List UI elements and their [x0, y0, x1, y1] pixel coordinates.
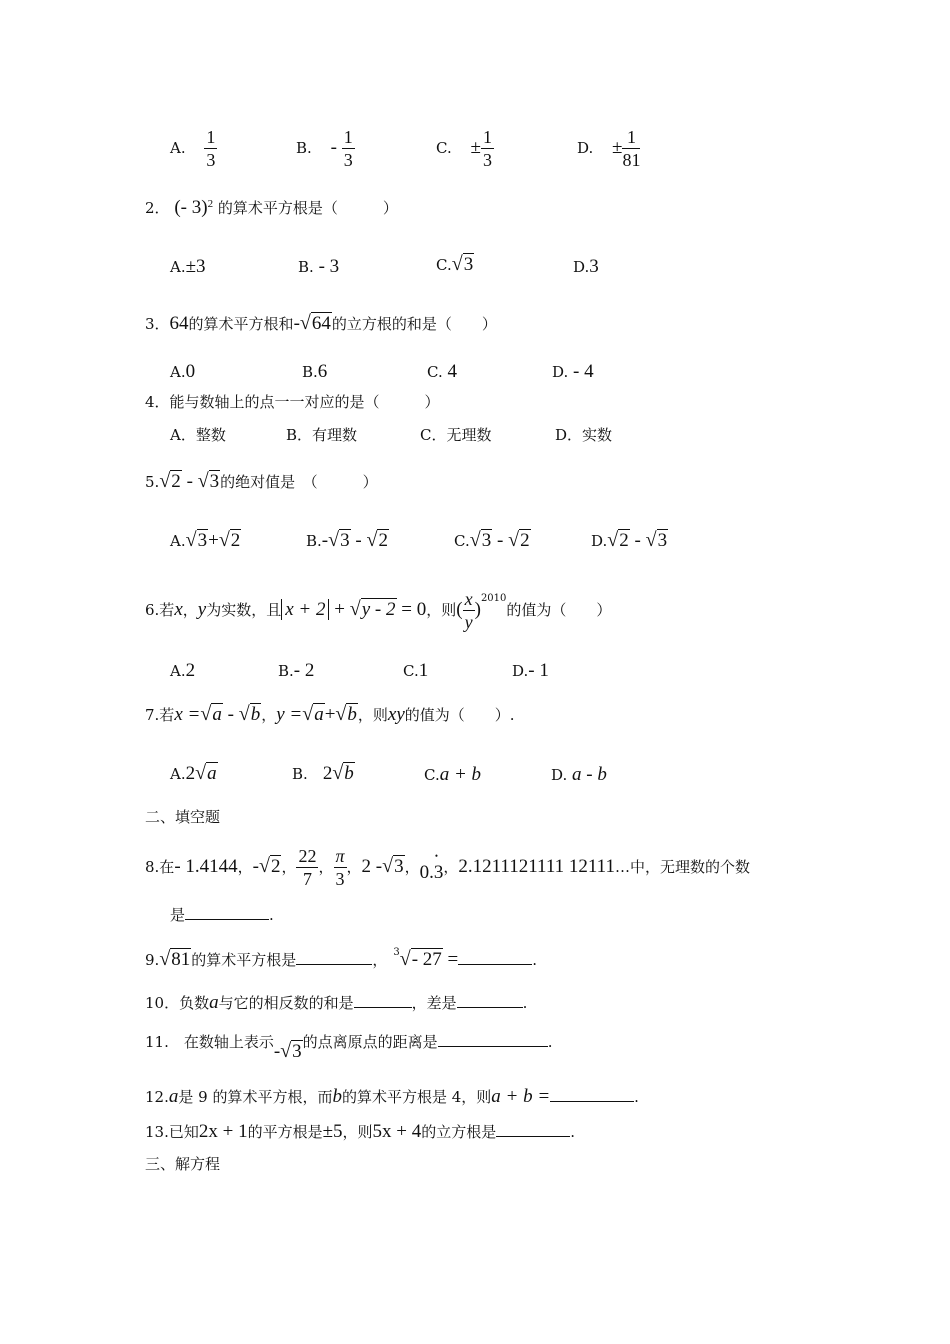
- option-label: D.: [577, 138, 594, 157]
- answer-blank[interactable]: [550, 1087, 634, 1102]
- math-value: ±5: [322, 1121, 343, 1142]
- option-label: A.: [170, 765, 186, 783]
- section-heading-solve-equations: 三、解方程: [145, 1155, 221, 1173]
- question-2: [145, 198, 398, 217]
- square-root: √2: [258, 854, 281, 877]
- option-label: B.: [296, 138, 312, 157]
- punctuation: ，: [318, 857, 334, 876]
- punctuation: .: [522, 994, 528, 1012]
- math-expression: 5x + 4: [372, 1121, 422, 1142]
- radicand: 2: [619, 530, 629, 551]
- radicand: a: [212, 704, 222, 725]
- decimal-part: 0.: [419, 861, 434, 883]
- radicand: 3: [209, 471, 220, 492]
- option-value: - 4: [573, 361, 594, 382]
- q4-option-c: C．无理数: [420, 426, 492, 444]
- square-root: √a: [200, 703, 222, 725]
- question-text: 与它的相反数的和是: [218, 994, 354, 1012]
- question-text: 8.在: [145, 857, 175, 876]
- fraction: [296, 847, 318, 889]
- radicand: 2: [520, 530, 530, 551]
- question-number: 3．: [145, 315, 170, 333]
- square-root: √64: [299, 312, 331, 334]
- punctuation: .: [269, 906, 274, 924]
- question-text: …中，无理数的个数: [614, 857, 750, 876]
- square-root: √y - 2: [349, 597, 396, 620]
- radicand: 3: [394, 855, 404, 877]
- question-text: 的算术平方根是（ ）: [217, 199, 398, 217]
- question-text: 的算术平方根和: [188, 315, 294, 333]
- q3-option-a: [170, 362, 195, 381]
- question-text: 13.已知: [145, 1123, 199, 1141]
- punctuation: .: [547, 1033, 553, 1051]
- square-root: √3: [280, 1040, 302, 1062]
- radicand: 3: [292, 1041, 302, 1062]
- variable: xy: [387, 704, 405, 725]
- sign: ±: [470, 136, 481, 158]
- q4-option-d: D．实数: [555, 426, 613, 444]
- radicand: 2: [171, 471, 181, 492]
- math-value: 64: [169, 313, 189, 334]
- option-value: 1: [418, 660, 429, 681]
- equation-rhs: = 0: [401, 598, 427, 620]
- option-label: B.: [278, 662, 294, 680]
- punctuation: .: [570, 1123, 576, 1141]
- numerator: 1: [482, 127, 492, 147]
- cube-root: √- 27: [399, 948, 442, 970]
- variable: x: [174, 598, 183, 620]
- question-text: 的点离原点的距离是: [302, 1033, 438, 1051]
- question-text: 的值为（ ）: [506, 600, 612, 619]
- radicand: 81: [171, 949, 191, 970]
- q1-option-a: [170, 128, 217, 170]
- punctuation: ，: [182, 600, 198, 619]
- denominator: 3: [343, 149, 353, 170]
- option-label: B.: [292, 765, 308, 783]
- fraction: [342, 128, 355, 170]
- root-index: 3: [393, 947, 400, 958]
- radicand: - 27: [411, 949, 442, 970]
- question-text: 是: [170, 906, 186, 924]
- answer-blank[interactable]: [185, 905, 269, 920]
- q7-option-a: [170, 763, 218, 783]
- sign: -: [293, 313, 300, 334]
- option-label: C.: [403, 662, 419, 680]
- punctuation: ，: [237, 857, 253, 876]
- option-value: 4: [447, 361, 457, 382]
- square-root: √3: [382, 854, 404, 877]
- operator: =: [447, 949, 459, 970]
- math-value: 2 -: [361, 855, 383, 877]
- q7-option-b: [292, 763, 355, 783]
- option-label: D.: [551, 766, 568, 784]
- sign: -: [321, 530, 329, 551]
- punctuation: ，: [404, 857, 420, 876]
- square-root: √2: [607, 529, 629, 551]
- square-root: √b: [332, 762, 354, 784]
- option-label: B.: [306, 532, 322, 550]
- option-label: B.: [302, 363, 318, 381]
- question-text: ，则: [426, 600, 457, 619]
- repeating-digit: • 3: [434, 862, 444, 883]
- q6-option-c: [403, 661, 428, 680]
- punctuation: ，: [261, 706, 277, 724]
- option-value: 3: [589, 256, 599, 277]
- option-label: A.: [170, 138, 186, 157]
- option-value: - 1: [528, 660, 549, 681]
- radicand: 3: [340, 530, 350, 551]
- option-value: 6: [317, 361, 328, 382]
- fraction: [622, 128, 640, 170]
- math-value: 2.1211121111 12111: [458, 855, 615, 877]
- q5-option-d: [591, 530, 668, 550]
- q6-option-b: [278, 661, 314, 680]
- operator: -: [355, 530, 362, 551]
- answer-blank[interactable]: [496, 1122, 570, 1137]
- radicand: b: [250, 704, 261, 725]
- sign: -: [330, 136, 337, 158]
- question-number: 9.: [145, 951, 160, 969]
- square-root: √a: [302, 703, 324, 725]
- question-8-continued: [170, 905, 274, 923]
- question-text: 11. 在数轴上表示: [145, 1033, 274, 1051]
- operator: +: [334, 598, 345, 620]
- q1-option-b: [296, 128, 355, 170]
- option-label: D.: [573, 258, 590, 276]
- question-9: [145, 949, 537, 969]
- q2-option-d: [573, 257, 599, 276]
- question-text: 10．负数: [145, 994, 210, 1012]
- option-label: B.: [298, 258, 314, 276]
- numerator: 1: [622, 128, 640, 149]
- radicand: a: [314, 704, 324, 725]
- q3-option-d: [552, 362, 594, 381]
- absolute-value: x + 2: [281, 599, 329, 620]
- exponent: 2010: [480, 592, 507, 604]
- q6-option-d: [512, 661, 549, 680]
- radicand: 3: [481, 530, 492, 551]
- q5-option-c: [454, 530, 531, 550]
- question-11: [145, 1031, 553, 1062]
- option-value: ±3: [185, 256, 206, 277]
- numerator: x: [464, 589, 473, 609]
- equation-lhs: y =: [276, 704, 303, 725]
- question-number: 5.: [145, 473, 160, 491]
- fraction: [463, 590, 475, 632]
- question-text: 的平方根是: [247, 1123, 323, 1141]
- radicand: b: [347, 704, 357, 725]
- fraction: [334, 847, 347, 889]
- math-expression: a + b =: [491, 1086, 551, 1107]
- q7-option-c: [424, 765, 481, 784]
- square-root: √3: [451, 253, 474, 275]
- q7-option-d: [551, 765, 607, 784]
- q1-option-d: [577, 128, 640, 170]
- variable: y: [197, 598, 207, 620]
- sign: -: [252, 855, 259, 877]
- q5-option-b: [306, 530, 389, 550]
- numerator: 1: [343, 127, 353, 147]
- square-root: √b: [238, 703, 261, 725]
- denominator: 3: [335, 868, 345, 889]
- operator: -: [634, 530, 641, 551]
- square-root: √a: [195, 762, 217, 784]
- square-root: √2: [218, 529, 241, 551]
- q2-option-b: [298, 257, 339, 276]
- sign: ±: [612, 136, 623, 158]
- option-label: C.: [424, 766, 440, 784]
- coefficient: 2: [185, 763, 196, 784]
- fraction: [481, 128, 494, 170]
- square-root: √3: [645, 529, 668, 551]
- answer-blank[interactable]: [457, 993, 523, 1008]
- numerator: 22: [298, 846, 317, 866]
- question-text: ，差是: [411, 994, 457, 1012]
- option-value: - 3: [318, 256, 340, 277]
- q3-option-b: [302, 362, 327, 381]
- exponent: 2: [207, 198, 214, 210]
- denominator: 81: [622, 149, 641, 170]
- q5-option-a: [170, 530, 241, 550]
- math-value: - 1.4144: [174, 855, 238, 877]
- variable: a: [168, 1086, 179, 1107]
- option-value: a + b: [439, 764, 482, 785]
- answer-blank[interactable]: [354, 993, 412, 1008]
- option-value: - 2: [293, 660, 315, 681]
- punctuation: .: [532, 951, 538, 969]
- radicand: 2: [270, 855, 281, 877]
- radicand: 3: [197, 530, 208, 551]
- q3-option-c: [427, 362, 457, 381]
- math-expression: 2x + 1: [198, 1121, 248, 1142]
- option-label: A.: [170, 363, 186, 381]
- square-root: √3: [185, 529, 208, 551]
- option-label: D.: [552, 363, 569, 381]
- coefficient: 2: [322, 763, 333, 784]
- question-number: 2．: [145, 199, 170, 217]
- option-label: C.: [454, 532, 470, 550]
- question-12: [145, 1087, 639, 1106]
- variable: b: [332, 1086, 342, 1107]
- operator: -: [186, 471, 193, 492]
- question-text: ，则: [357, 706, 388, 724]
- punctuation: ，: [372, 951, 388, 969]
- repeating-decimal: [420, 862, 444, 883]
- square-root: √3: [197, 470, 220, 492]
- answer-blank[interactable]: [296, 950, 372, 965]
- q4-option-b: B．有理数: [286, 426, 358, 444]
- answer-blank[interactable]: [458, 950, 532, 965]
- punctuation: ，: [346, 857, 362, 876]
- option-label: C.: [436, 256, 452, 274]
- radicand: y - 2: [361, 598, 396, 620]
- square-root: √2: [508, 529, 530, 551]
- section-heading-fill-in: 二、填空题: [145, 808, 221, 826]
- question-13: [145, 1122, 575, 1141]
- option-value: a - b: [572, 764, 607, 785]
- q2-option-c: [436, 254, 474, 274]
- punctuation: ，: [443, 857, 459, 876]
- question-number: 12.: [145, 1088, 169, 1106]
- question-3: [145, 313, 497, 333]
- question-7: [145, 704, 515, 724]
- denominator: 3: [206, 149, 216, 170]
- variable: a: [209, 992, 219, 1013]
- option-label: A.: [170, 258, 186, 276]
- question-text: 的算术平方根是: [191, 951, 297, 969]
- radicand: a: [207, 763, 217, 784]
- question-text: 的立方根的和是（ ）: [331, 315, 497, 333]
- operator: +: [208, 530, 219, 551]
- question-text: 的算术平方根是 4，则: [341, 1088, 492, 1106]
- option-label: A.: [170, 662, 186, 680]
- question-text: 7.若: [145, 706, 175, 724]
- equation-lhs: x =: [174, 704, 201, 725]
- question-text: 的绝对值是 （ ）: [220, 473, 378, 491]
- question-text: 的立方根是: [421, 1123, 497, 1141]
- punctuation: ，: [281, 857, 297, 876]
- sign: -: [273, 1041, 281, 1062]
- q2-option-a: [170, 257, 206, 276]
- operator: -: [227, 704, 234, 725]
- question-text: 是 9 的算术平方根，而: [178, 1088, 333, 1106]
- square-root: √2: [159, 470, 181, 492]
- question-text: 为实数，且: [206, 600, 282, 619]
- option-label: A.: [170, 532, 186, 550]
- question-text: ，则: [342, 1123, 373, 1141]
- question-text: 的值为（ ）.: [404, 706, 515, 724]
- radicand: 2: [230, 530, 241, 551]
- square-root: √3: [469, 529, 492, 551]
- question-8: [145, 847, 750, 889]
- q1-option-c: [436, 128, 494, 170]
- question-10: [145, 993, 527, 1012]
- option-label: D.: [512, 662, 529, 680]
- question-4: 4．能与数轴上的点一一对应的是（ ）: [145, 393, 440, 411]
- square-root: √3: [328, 529, 350, 551]
- q6-option-a: [170, 661, 195, 680]
- radicand: 64: [311, 313, 331, 334]
- punctuation: .: [634, 1088, 639, 1106]
- numerator: 1: [206, 127, 216, 147]
- square-root: √2: [366, 529, 388, 551]
- radicand: 2: [378, 530, 388, 551]
- operator: -: [496, 530, 504, 551]
- radicand: b: [344, 763, 354, 784]
- denominator: 7: [302, 868, 312, 889]
- radicand: 3: [463, 254, 474, 275]
- question-5: [145, 471, 378, 491]
- q4-option-a: A．整数: [170, 426, 226, 444]
- option-label: C.: [427, 363, 443, 381]
- option-label: D.: [591, 532, 608, 550]
- denominator: y: [464, 611, 473, 632]
- square-root: √b: [335, 703, 357, 725]
- radicand: 3: [657, 530, 668, 551]
- numerator: π: [335, 846, 345, 866]
- square-root: √81: [159, 948, 191, 970]
- fraction: [204, 128, 217, 170]
- option-value: 0: [185, 361, 196, 382]
- math-expression: (- 3): [174, 197, 208, 218]
- denominator: 3: [482, 149, 492, 170]
- question-6: 6.若x，y为实数，且 x + 2 + √y - 2 = 0，则( $\frac{x}{y}$ )$^{2010}$的值为（ ）: [145, 589, 612, 632]
- answer-blank[interactable]: [438, 1032, 548, 1047]
- option-label: C.: [436, 138, 452, 157]
- operator: +: [324, 704, 336, 725]
- question-text: 6.若: [145, 600, 175, 619]
- option-value: 2: [185, 660, 196, 681]
